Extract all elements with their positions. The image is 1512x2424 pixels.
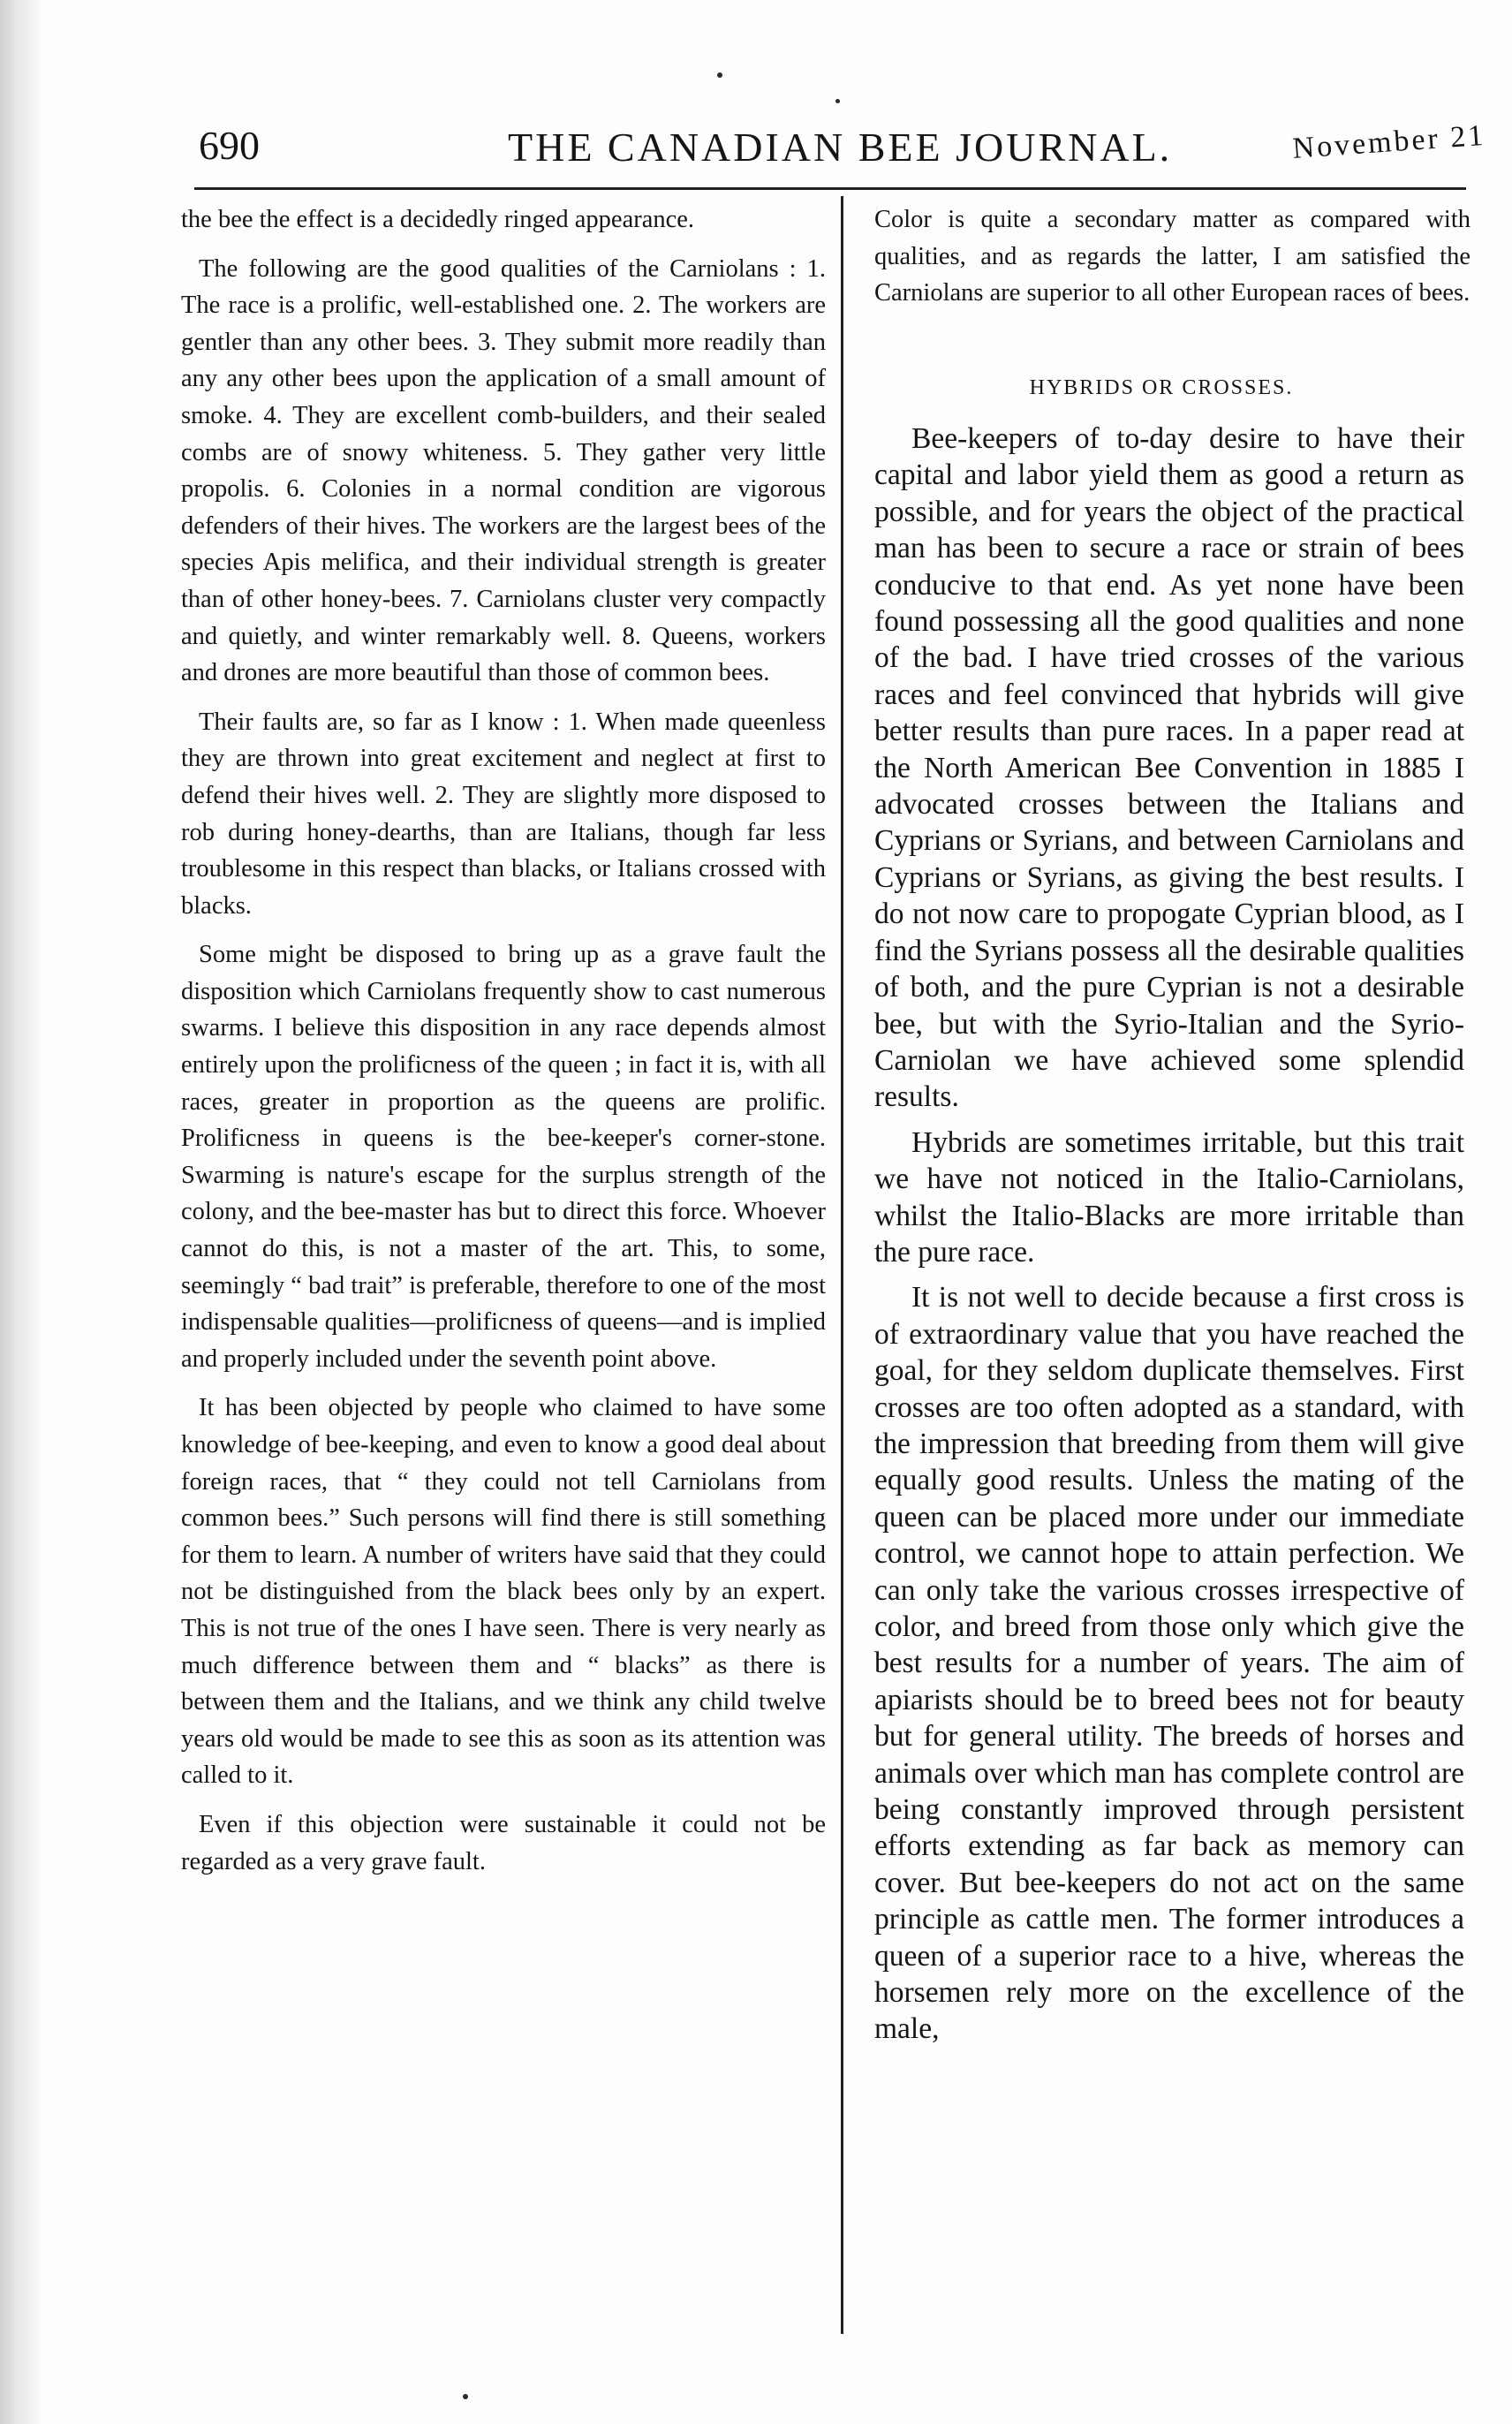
ink-speck (835, 99, 840, 103)
section-heading: HYBRIDS OR CROSSES. (1029, 376, 1294, 399)
right-paragraph-2: Hybrids are sometimes irritable, but this trait we have not noticed in the Italio-Carniolans, whilst the Italio-Blacks are more irritable than the pure race. (874, 1125, 1464, 1269)
left-paragraph-1: the bee the effect is a decidedly ringed appearance. (181, 206, 695, 233)
right-paragraph-3: It is not well to decide because a first cross is of extraordinary value that you have reached the goal, for they seldom duplicate themselves. First crosses are too often adopted as a standard, with the impression that breeding from them will give equally good results. Unless the mating of the queen can be placed more under our immediate control, we cannot hope to attain perfection. We can only take the various crosses irrespective of color, and breed from those only which give the best results for a number of years. The aim of apiarists should be to breed bees not for beauty but for general utility. The breeds of horses and animals over which man has complete control are being constantly improved through persistent efforts extending as far back as memory can cover. But bee-keepers do not act on the same principle as cattle men. The former introduces a queen of a superior race to a hive, whereas the horsemen rely more on the excellence of the male, (874, 1281, 1464, 2046)
left-column (181, 201, 826, 1892)
page-number: 690 (199, 123, 260, 168)
left-paragraph-4: Some might be disposed to bring up as a grave fault the disposition which Carniolans frequently show to cast numerous swarms. I believe this disposition in any race depends almost entirely upon the prolificness of the queen ; in fact it is, with all races, greater in proportion as the queens are prolific. Prolificness in queens is the bee-keeper's corner-stone. Swarming is nature's escape for the surplus strength of the colony, and the bee-master has but to direct this force. Whoever cannot do this, is not a master of the art. This, to some, seemingly “ bad trait” is preferable, therefore to one of the most indispensable qualities—prolificness of queens—and is implied and properly included under the seventh point above. (181, 941, 826, 1373)
left-paragraph-3: Their faults are, so far as I know : 1. When made queenless they are thrown into great excitement and neglect at first to defend their hives well. 2. They are slightly more disposed to rob during honey-dearths, than are Italians, though far less troublesome in this respect than blacks, or Italians crossed with blacks. (181, 708, 826, 920)
page-header (199, 117, 1506, 170)
right-column-intro (874, 201, 1470, 312)
left-paragraph-6: Even if this objection were sustainable it could not be regarded as a very grave fault. (181, 1810, 826, 1875)
right-paragraph-1: Bee-keepers of to-day desire to have their capital and labor yield them as good a return as possible, and for years the object of the practical man has been to secure a race or strain of bees conducive to that end. As yet none have been found possessing all the good qualities and none of the bad. I have tried crosses of the various races and feel convinced that hybrids will give better results than pure races. In a paper read at the North American Bee Convention in 1885 I advocated crosses between the Italians and Cyprians or Syrians, and between Carniolans and Cyprians or Syrians, as giving the best results. I do not now care to propogate Cyprian blood, as I find the Syrians possess all the desirable qualities of both, and the pure Cyprian is not a desirable bee, but with the Syrio-Italian and the Syrio-Carniolan we have achieved some splendid results. (874, 422, 1464, 1114)
ink-speck (717, 72, 722, 78)
right-column-body (874, 420, 1464, 2057)
left-paragraph-2: The following are the good qualities of the Carniolans : 1. The race is a prolific, well-established one. 2. The workers are gentler than any other bees. 3. They submit more readily than any any other bees upon the application of a small amount of smoke. 4. They are excellent comb-builders, and their sealed combs are of snowy whiteness. 5. They gather very little propolis. 6. Colonies in a normal condition are vigorous defenders of their hives. The workers are the largest bees of the species Apis melifica, and their individual strength is greater than of other honey-bees. 7. Carniolans cluster very compactly and quietly, and winter remarkably well. 8. Queens, workers and drones are more beautiful than those of common bees. (181, 254, 826, 687)
right-intro-paragraph: Color is quite a secondary matter as compared with qualities, and as regards the latter, I am satisfied the Carniolans are superior to all other European races of bees. (874, 206, 1470, 307)
binding-shadow (0, 0, 41, 2424)
issue-date: November 21 (1291, 118, 1487, 166)
left-paragraph-5: It has been objected by people who claimed to have some knowledge of bee-keeping, and even to know a good deal about foreign races, that “ they could not tell Carniolans from common bees.” Such persons will find there is still something for them to learn. A number of writers have said that they could not be distinguished from the black bees only by an expert. This is not true of the ones I have seen. There is very nearly as much difference between them and “ blacks” as there is between them and the Italians, and we think any child twelve years old would be made to see this as soon as its attention was called to it. (181, 1394, 826, 1790)
journal-title: THE CANADIAN BEE JOURNAL. (508, 125, 1173, 170)
column-divider (841, 196, 843, 2334)
ink-speck (463, 2394, 468, 2399)
header-rule (194, 187, 1466, 190)
